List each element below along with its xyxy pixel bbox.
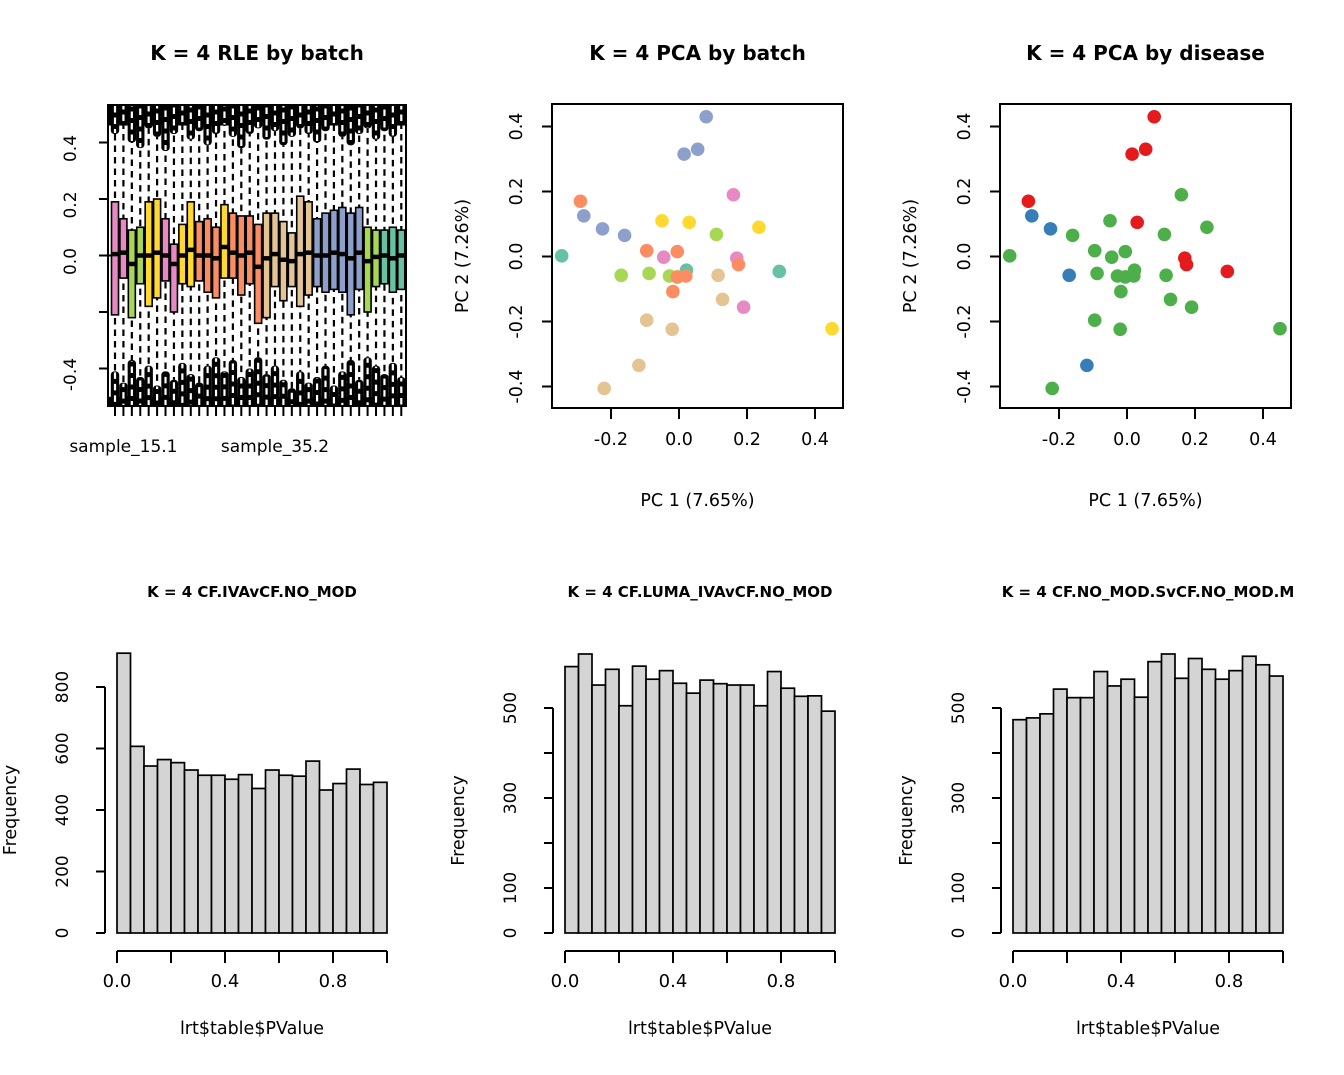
histogram-bar (1256, 665, 1270, 933)
box (330, 210, 337, 289)
histogram-bar (579, 654, 593, 933)
y-axis-label: Frequency (449, 775, 469, 866)
top-outlier-cluster (338, 105, 346, 137)
x-sample-label: sample_35.2 (220, 437, 330, 457)
y-tick-label: 300 (501, 781, 521, 815)
data-point (1113, 323, 1127, 337)
x-axis-label: lrt$table$PValue (179, 1019, 325, 1039)
data-point (665, 323, 679, 337)
histogram-bar (1243, 656, 1257, 933)
chart-title: K = 4 PCA by batch (589, 41, 806, 65)
bottom-outlier-cluster (187, 374, 195, 406)
histogram-bar (374, 782, 388, 933)
box (314, 219, 321, 287)
box (255, 224, 262, 323)
data-point (1044, 222, 1058, 236)
data-point (577, 209, 591, 223)
y-tick-label: 0.2 (507, 177, 527, 206)
box (229, 213, 236, 278)
x-tick-label: 0.8 (766, 971, 796, 992)
data-point (825, 322, 839, 336)
top-outlier-cluster (153, 105, 161, 137)
histogram-bar (1040, 714, 1054, 933)
histogram-bar (633, 666, 647, 933)
histogram-bar (347, 769, 361, 933)
y-tick-label: 0.0 (61, 247, 81, 276)
panel-pca-by-disease (896, 0, 1344, 537)
data-point (640, 244, 654, 258)
y-tick-label: 0.4 (507, 112, 527, 141)
data-point (1105, 250, 1119, 264)
data-point (1127, 269, 1141, 283)
histogram-bar (320, 790, 334, 933)
data-point (597, 382, 611, 396)
chart-title: K = 4 CF.NO_MOD.SvCF.NO_MOD.M (1001, 583, 1295, 601)
data-point (1147, 110, 1161, 124)
box (356, 207, 363, 289)
box (246, 216, 253, 284)
y-tick-label: 800 (53, 670, 73, 704)
histogram-bar (306, 761, 320, 933)
histogram-bar (727, 685, 741, 933)
histogram-bar (144, 766, 158, 933)
y-tick-label: 100 (501, 871, 521, 905)
histogram-bar (1148, 662, 1162, 933)
box (271, 213, 278, 286)
y-tick-label: 600 (53, 732, 73, 765)
data-point (1114, 285, 1128, 299)
histogram-bar (1121, 679, 1135, 933)
histogram-bar (1081, 698, 1095, 933)
panel-rle-by-batch (0, 0, 448, 537)
data-point (1025, 209, 1039, 223)
histogram-bar (606, 669, 620, 933)
histogram-bar (754, 706, 768, 933)
x-tick-label: 0.4 (658, 971, 688, 992)
histogram-bar (1229, 671, 1243, 933)
histogram-bar (795, 696, 809, 933)
data-point (773, 265, 787, 279)
y-axis-label: PC 2 (7.26%) (901, 198, 921, 314)
histogram-bar (198, 775, 212, 933)
x-tick-label: 0.4 (801, 430, 829, 450)
box (112, 202, 119, 315)
x-tick-label: 0.0 (550, 971, 580, 992)
data-point (614, 269, 628, 283)
histogram-bar (1202, 669, 1216, 933)
histogram-bar (619, 706, 633, 933)
histogram-bar (1067, 698, 1081, 933)
x-tick-label: 0.0 (998, 971, 1028, 992)
x-tick-label: 0.2 (1181, 430, 1209, 450)
y-tick-label: 300 (949, 781, 969, 815)
histogram-bar (252, 788, 266, 933)
chart-title: K = 4 CF.IVAvCF.NO_MOD (147, 583, 357, 601)
data-point (1139, 142, 1153, 156)
data-point (699, 110, 713, 124)
data-point (574, 194, 588, 208)
data-point (1200, 220, 1214, 234)
histogram-bar (768, 672, 782, 933)
y-tick-label: 0 (501, 927, 521, 939)
data-point (655, 214, 669, 228)
bottom-outlier-cluster (338, 371, 346, 406)
top-outlier-cluster (372, 105, 380, 140)
data-point (752, 220, 766, 234)
data-point (1159, 269, 1173, 283)
x-tick-label: -0.2 (1041, 430, 1077, 450)
y-tick-label: 0 (949, 927, 969, 939)
data-point (1125, 147, 1139, 161)
data-point (1180, 258, 1194, 272)
data-point (691, 142, 705, 156)
histogram-bar (333, 784, 347, 933)
data-point (1103, 214, 1117, 228)
box (221, 205, 228, 278)
bars (1013, 654, 1283, 933)
pca-by-batch-svg (448, 0, 896, 537)
y-tick-label: -0.2 (507, 304, 527, 339)
histogram-bar (660, 671, 674, 933)
hist-cf-nomod-svm-svg (896, 537, 1344, 1075)
histogram-bar (158, 760, 172, 933)
x-tick-label: -0.2 (593, 430, 629, 450)
x-tick-label: 0.2 (733, 430, 761, 450)
data-point (1003, 249, 1017, 263)
y-tick-label: 0.2 (61, 191, 81, 219)
x-tick-label: 0.0 (1113, 430, 1141, 450)
y-tick-label: 500 (949, 691, 969, 725)
data-point (716, 293, 730, 307)
data-point (1088, 313, 1102, 327)
data-point (727, 188, 741, 202)
x-tick-label: 0.8 (318, 971, 348, 992)
histogram-bar (1135, 697, 1149, 933)
panel-hist-cf-iva (0, 537, 448, 1075)
histogram-bar (117, 653, 131, 933)
y-tick-label: 400 (53, 793, 73, 827)
x-tick-label: 0.0 (665, 430, 693, 450)
histogram-bar (1216, 679, 1230, 933)
x-axis-label: PC 1 (7.65%) (1088, 491, 1203, 511)
histogram-bar (239, 775, 253, 933)
x-axis-label: lrt$table$PValue (1075, 1019, 1221, 1039)
y-tick-label: 0.0 (507, 242, 527, 271)
data-point (1088, 244, 1102, 258)
box (154, 199, 161, 298)
x-tick-label: 0.4 (1106, 971, 1136, 992)
box (213, 227, 220, 298)
box (120, 219, 127, 278)
histogram-bar (1175, 678, 1189, 933)
y-tick-label: -0.4 (507, 369, 527, 404)
histogram-bar (1189, 659, 1203, 934)
data-point (618, 229, 632, 243)
box (187, 202, 194, 287)
data-point (679, 269, 693, 283)
histogram-bar (1094, 672, 1108, 933)
box (196, 222, 203, 281)
histogram-bar (131, 746, 145, 933)
data-point (710, 228, 724, 242)
box (162, 219, 169, 281)
y-axis-label: PC 2 (7.26%) (453, 198, 473, 314)
box (263, 213, 270, 318)
y-tick-label: -0.4 (61, 357, 81, 392)
histogram-bar (592, 685, 606, 933)
top-outlier-cluster (187, 105, 195, 140)
box (398, 230, 405, 289)
box (339, 207, 346, 292)
bottom-outlier-cluster (313, 377, 321, 406)
histogram-bar (781, 688, 795, 933)
y-tick-label: 0.2 (955, 177, 975, 206)
data-point (555, 249, 569, 263)
histogram-bar (360, 784, 374, 933)
histogram-bar (1162, 654, 1176, 933)
histogram-bar (225, 779, 239, 933)
data-point (640, 313, 654, 327)
box (128, 230, 135, 318)
histogram-bar (1027, 718, 1041, 933)
y-tick-label: -0.4 (955, 369, 975, 404)
box (305, 202, 312, 295)
histogram-bar (293, 776, 307, 933)
data-point (657, 250, 671, 264)
bars (565, 654, 835, 933)
data-point (1158, 228, 1172, 242)
data-point (1130, 216, 1144, 230)
data-point (1185, 300, 1199, 314)
data-point (677, 147, 691, 161)
y-axis-label: Frequency (897, 775, 917, 866)
histogram-bar (822, 711, 836, 933)
bottom-outlier-cluster (220, 371, 228, 406)
histogram-bar (646, 679, 660, 933)
y-tick-label: 0.4 (955, 112, 975, 141)
histogram-bar (741, 685, 755, 933)
data-point (737, 300, 751, 314)
data-point (1080, 359, 1094, 373)
chart-title: K = 4 CF.LUMA_IVAvCF.NO_MOD (567, 583, 833, 601)
box (297, 196, 304, 306)
data-point (1022, 194, 1036, 208)
data-point (671, 245, 685, 259)
data-point (1175, 188, 1189, 202)
box (322, 213, 329, 292)
box (364, 227, 371, 312)
data-point (1066, 229, 1080, 243)
hist-cf-iva-svg (0, 537, 448, 1075)
hist-cf-luma-iva-svg (448, 537, 896, 1075)
data-point (1221, 265, 1235, 279)
x-tick-label: 0.8 (1214, 971, 1244, 992)
histogram-bar (808, 696, 822, 933)
data-point (1273, 322, 1287, 336)
histogram-bar (279, 775, 293, 933)
histogram-bar (565, 667, 579, 933)
x-sample-label: sample_15.1 (69, 437, 178, 457)
x-tick-label: 0.4 (210, 971, 240, 992)
y-tick-label: 500 (501, 691, 521, 725)
x-axis-label: PC 1 (7.65%) (640, 491, 755, 511)
y-tick-label: 0 (53, 927, 73, 939)
histogram-bar (687, 693, 701, 933)
histogram-bar (171, 763, 185, 933)
histogram-bar (700, 680, 714, 933)
histogram-bar (1054, 689, 1068, 933)
histogram-bar (266, 770, 280, 933)
y-tick-label: 200 (53, 855, 73, 888)
x-tick-label: 0.0 (102, 971, 132, 992)
panel-hist-cf-luma-iva (448, 537, 896, 1075)
histogram-bar (1270, 676, 1284, 933)
y-axis-label: Frequency (1, 764, 21, 856)
y-tick-label: -0.2 (955, 304, 975, 339)
data-point (596, 222, 610, 236)
chart-title: K = 4 PCA by disease (1026, 41, 1265, 65)
chart-title: K = 4 RLE by batch (150, 41, 364, 65)
pca-by-disease-svg (896, 0, 1344, 537)
histogram-bar (1108, 686, 1122, 933)
x-tick-label: 0.4 (1249, 430, 1277, 450)
box (170, 244, 177, 312)
data-point (1045, 382, 1059, 396)
x-axis-label: lrt$table$PValue (627, 1019, 773, 1039)
histogram-bar (1013, 720, 1027, 933)
data-point (711, 269, 725, 283)
histogram-bar (714, 684, 728, 933)
panel-pca-by-batch (448, 0, 896, 537)
data-point (1119, 245, 1133, 259)
box (347, 213, 354, 315)
data-point (1090, 267, 1104, 281)
data-point (732, 258, 746, 272)
data-point (642, 267, 656, 281)
rle-by-batch-svg (0, 0, 448, 537)
y-tick-label: 0.0 (955, 242, 975, 271)
y-tick-label: 100 (949, 871, 969, 905)
panel-hist-cf-nomod-svm (896, 537, 1344, 1075)
histogram-bar (212, 775, 226, 933)
data-point (1164, 293, 1178, 307)
y-tick-label: 0.4 (61, 134, 81, 163)
data-point (632, 359, 646, 373)
histogram-bar (673, 683, 687, 933)
histogram-bar (185, 770, 199, 933)
data-point (682, 216, 696, 230)
data-point (666, 285, 680, 299)
data-point (1062, 269, 1076, 283)
